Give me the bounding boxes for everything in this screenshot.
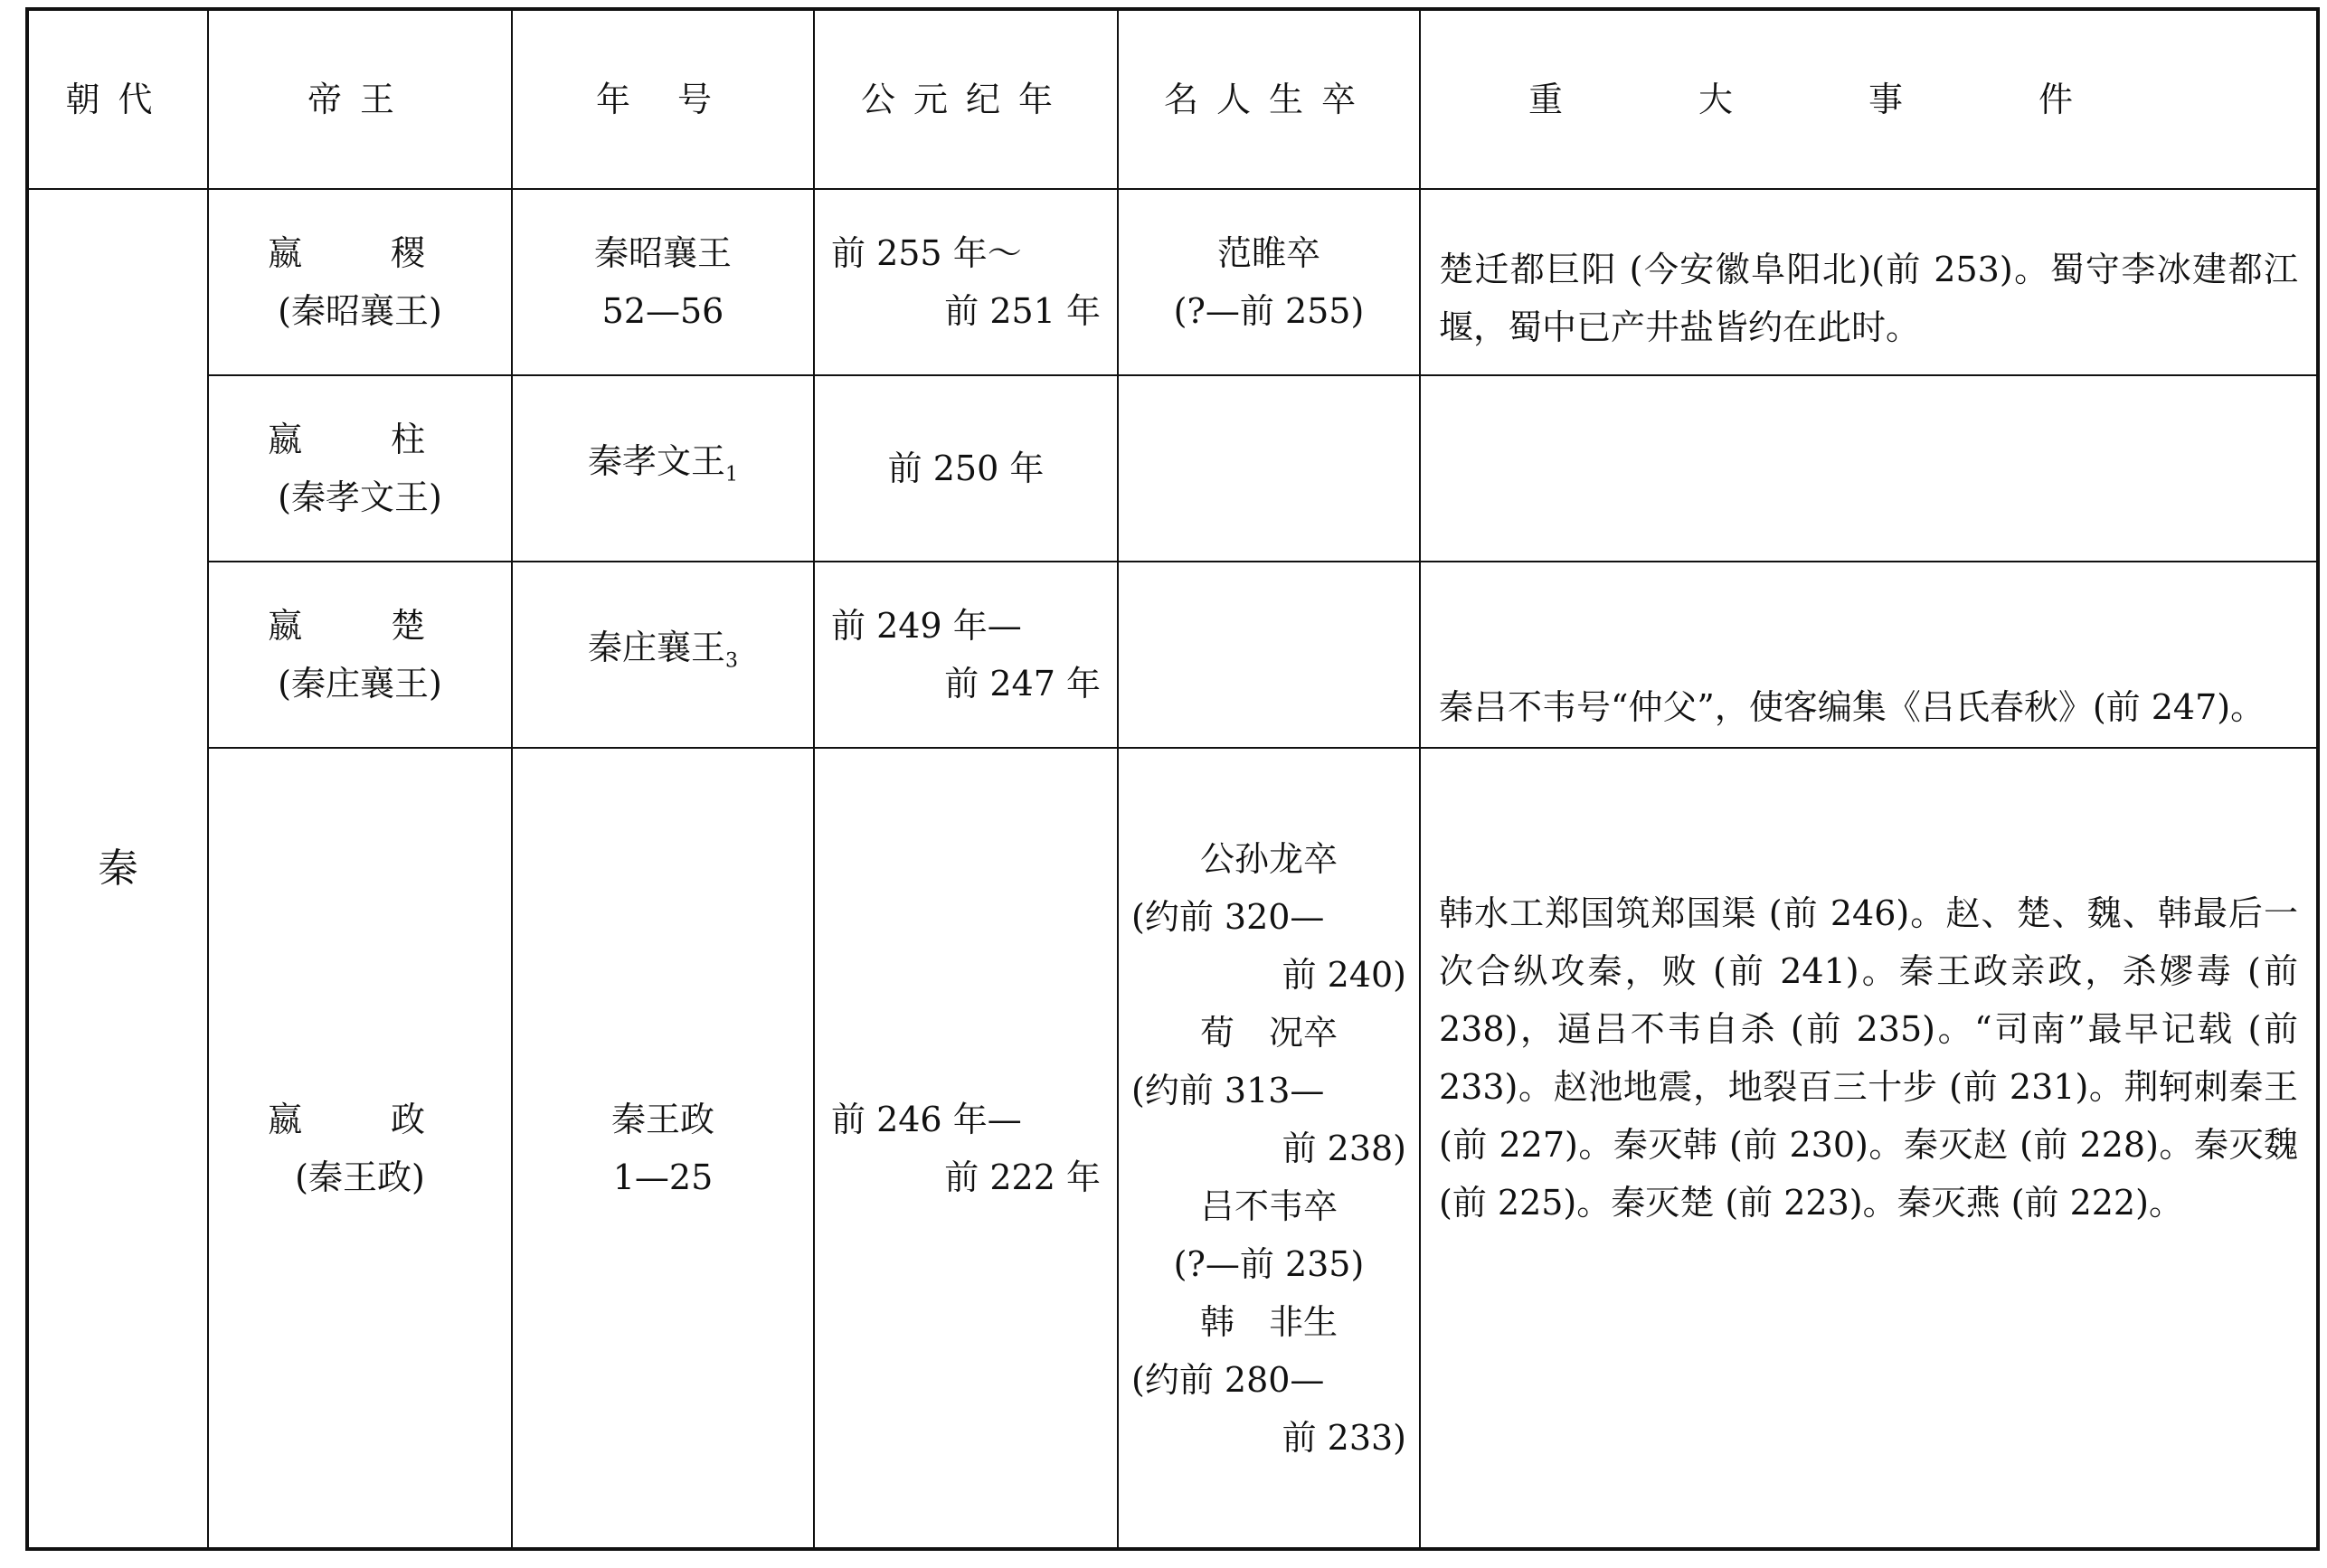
events-cell: 秦吕不韦号“仲父”，使客编集《吕氏春秋》(前 247)。 (1420, 562, 2318, 748)
year-end: 前 222 年 (944, 1157, 1101, 1197)
era-years: 52—56 (601, 291, 724, 331)
era-cell (512, 189, 814, 375)
header-events: 重大事件 (1420, 9, 2318, 189)
table-row (27, 562, 2318, 748)
figures-cell (1118, 748, 1420, 1549)
figures-cell (1118, 189, 1420, 375)
figure-line: (?—前 235) (1173, 1243, 1365, 1284)
ruler-cell (208, 748, 512, 1549)
figure-line: 前 240) (1282, 954, 1406, 995)
figures-cell (1118, 375, 1420, 562)
year-cell (814, 375, 1118, 562)
table-row (27, 189, 2318, 375)
era-name: 秦庄襄王 (587, 628, 725, 668)
year-end: 前 251 年 (944, 291, 1101, 331)
ruler-cell (208, 562, 512, 748)
ruler-cell (208, 375, 512, 562)
table-row (27, 748, 2318, 1549)
era-name: 秦王政 (610, 1099, 714, 1139)
ruler-cell (208, 189, 512, 375)
figure-line: 前 233) (1282, 1417, 1406, 1458)
era-name: 秦昭襄王 (593, 233, 732, 273)
ruler-name: 嬴 柱 (267, 420, 452, 459)
header-dynasty: 朝代 (27, 9, 208, 189)
year-end: 前 247 年 (944, 664, 1101, 704)
header-ce-year: 公元纪年 (814, 9, 1118, 189)
header-ruler: 帝王 (208, 9, 512, 189)
chronology-table (25, 7, 2320, 1551)
ruler-title: (秦王政) (295, 1157, 425, 1197)
figure-line: (约前 313— (1131, 1070, 1325, 1110)
year-cell (814, 562, 1118, 748)
figure-line: (约前 280— (1131, 1359, 1325, 1400)
era-years: 1—25 (612, 1157, 714, 1197)
ruler-title: (秦孝文王) (278, 477, 442, 517)
ruler-title: (秦昭襄王) (278, 291, 442, 331)
year-start: 前 249 年— (831, 606, 1022, 646)
year-start: 前 255 年～ (831, 233, 1022, 273)
figure-line: (?—前 255) (1173, 291, 1365, 331)
figure-line: 吕不韦卒 (1199, 1185, 1338, 1226)
figure-line: 韩 非生 (1199, 1301, 1338, 1342)
ruler-name: 嬴 楚 (267, 606, 452, 646)
year-cell (814, 748, 1118, 1549)
ruler-title: (秦庄襄王) (278, 664, 442, 704)
era-cell (512, 375, 814, 562)
year-cell (814, 189, 1118, 375)
dynasty-cell: 秦 (27, 189, 208, 1549)
events-cell: 楚迁都巨阳 (今安徽阜阳北)(前 253)。蜀守李冰建都江堰，蜀中已产井盐皆约在此时。 (1420, 189, 2318, 375)
figure-line: 荀 况卒 (1199, 1012, 1338, 1053)
figure-line: 公孙龙卒 (1199, 838, 1338, 879)
figure-line: (约前 320— (1131, 896, 1325, 937)
header-figures: 名人生卒 (1118, 9, 1420, 189)
era-subscript: 3 (725, 649, 738, 673)
table-row (27, 375, 2318, 562)
events-cell (1420, 375, 2318, 562)
ruler-name: 嬴 政 (267, 1099, 452, 1139)
year-start: 前 246 年— (831, 1099, 1022, 1139)
header-reign-title: 年 号 (512, 9, 814, 189)
year-start: 前 250 年 (887, 449, 1045, 488)
era-cell (512, 748, 814, 1549)
era-subscript: 1 (725, 463, 738, 486)
figures-cell (1118, 562, 1420, 748)
events-cell: 韩水工郑国筑郑国渠 (前 246)。赵、楚、魏、韩最后一次合纵攻秦，败 (前 241)。秦王政亲政，杀嫪毒 (前 238)，逼吕不韦自杀 (前 235)。“司南”最早记载 (前 233)。赵池地震，地裂百三十步 (前 231)。荆轲刺秦王 (前 227)。秦灭韩 (前 230)。秦灭赵 (前 228)。秦灭魏 (前 225)。秦灭楚 (前 223)。秦灭燕 (前 222)。 (1420, 748, 2318, 1549)
era-cell (512, 562, 814, 748)
ruler-name: 嬴 稷 (267, 233, 452, 273)
figure-line: 范睢卒 (1216, 233, 1320, 273)
figure-line: 前 238) (1282, 1128, 1406, 1168)
era-name: 秦孝文王 (587, 441, 725, 482)
header-row (27, 9, 2318, 189)
